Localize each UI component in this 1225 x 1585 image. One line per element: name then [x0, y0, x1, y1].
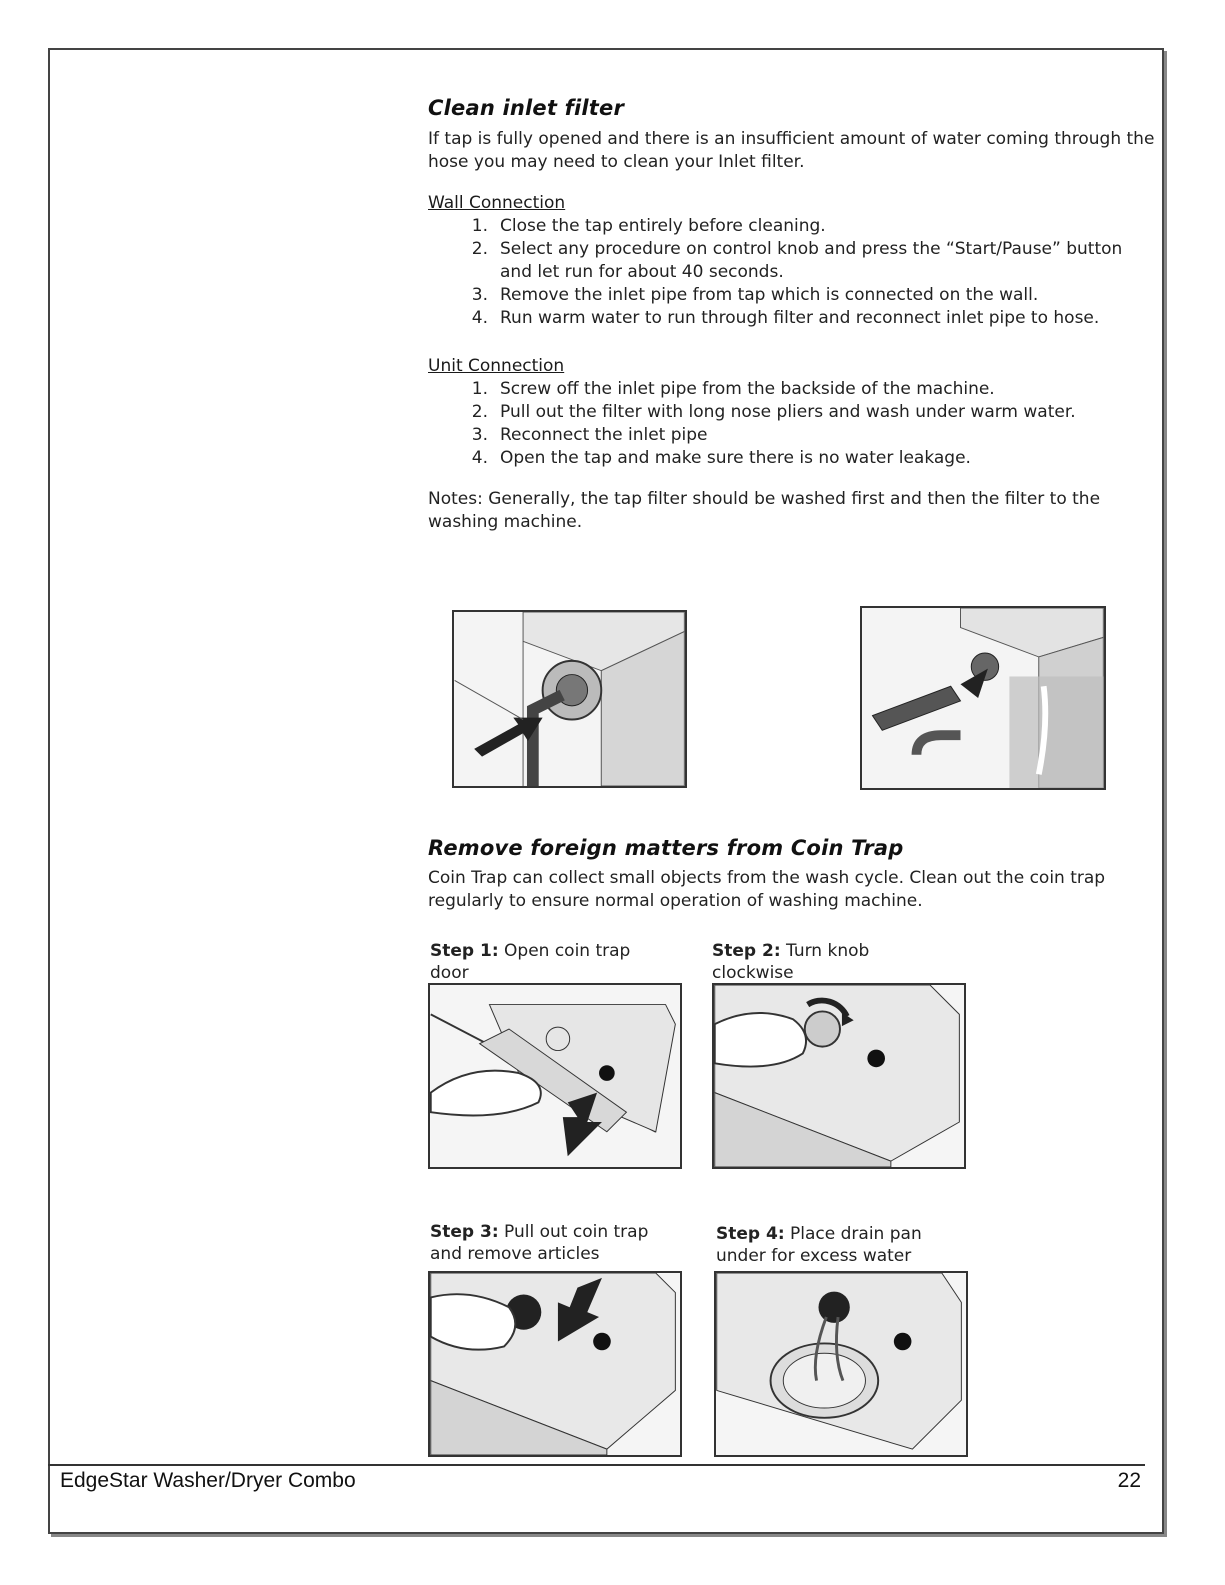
page-number: 22 [1117, 1469, 1141, 1492]
figure-step-2 [712, 983, 966, 1169]
list-item: 4. Open the tap and make sure there is no water leakage. [471, 448, 971, 468]
inlet-filter-notes: Notes: Generally, the tap filter should be washed first and then the filter to the washing machine. [428, 489, 1101, 532]
unit-connection-steps [428, 378, 1158, 470]
figure-step-3 [428, 1271, 682, 1457]
figure-step-4 [714, 1271, 968, 1457]
list-item: 3. Reconnect the inlet pipe [471, 425, 708, 445]
section-title-inlet-filter: Clean inlet filter [428, 96, 624, 120]
drain-pan-illustration [716, 1273, 966, 1455]
footer-product-name: EdgeStar Washer/Dryer Combo [60, 1469, 356, 1492]
list-item: 4. Run warm water to run through filter and reconnect inlet pipe to hose. [471, 308, 1100, 328]
wall-connection-heading: Wall Connection [428, 193, 566, 213]
step-4-caption: Step 4: Place drain pan under for excess water [716, 1224, 922, 1266]
coin-trap-intro: Coin Trap can collect small objects from the wash cycle. Clean out the coin trap regularly to ensure normal operation of washing machine. [428, 868, 1106, 911]
pull-out-coin-trap-illustration [430, 1273, 680, 1455]
filter-cleaning-illustration [862, 608, 1104, 788]
main-content [428, 96, 1158, 534]
figure-step-1 [428, 983, 682, 1169]
figure-clean-filter [860, 606, 1106, 790]
figure-remove-inlet-pipe [452, 610, 687, 788]
open-coin-trap-illustration [430, 985, 680, 1167]
list-item: 1. Screw off the inlet pipe from the backside of the machine. [471, 379, 995, 399]
list-item: 2. Pull out the filter with long nose pliers and wash under warm water. [471, 402, 1076, 422]
list-item: 2. Select any procedure on control knob and press the “Start/Pause” button and let run for about 40 seconds. [471, 239, 1123, 282]
step-2-caption: Step 2: Turn knob clockwise [712, 941, 870, 983]
list-item: 3. Remove the inlet pipe from tap which is connected on the wall. [471, 285, 1039, 305]
step-3-caption: Step 3: Pull out coin trap and remove articles [430, 1222, 649, 1264]
wall-connection-steps [428, 215, 1158, 330]
coin-trap-section [428, 836, 1158, 913]
step-1-caption: Step 1: Open coin trap door [430, 941, 631, 983]
list-item: 1. Close the tap entirely before cleaning. [471, 216, 826, 236]
turn-knob-illustration [714, 985, 964, 1167]
section-title-coin-trap: Remove foreign matters from Coin Trap [428, 836, 904, 860]
unit-connection-heading: Unit Connection [428, 356, 565, 376]
footer-divider [48, 1464, 1145, 1466]
inlet-pipe-illustration [454, 612, 685, 786]
inlet-filter-intro: If tap is fully opened and there is an insufficient amount of water coming through the hose you may need to clean your Inlet filter. [428, 129, 1155, 172]
